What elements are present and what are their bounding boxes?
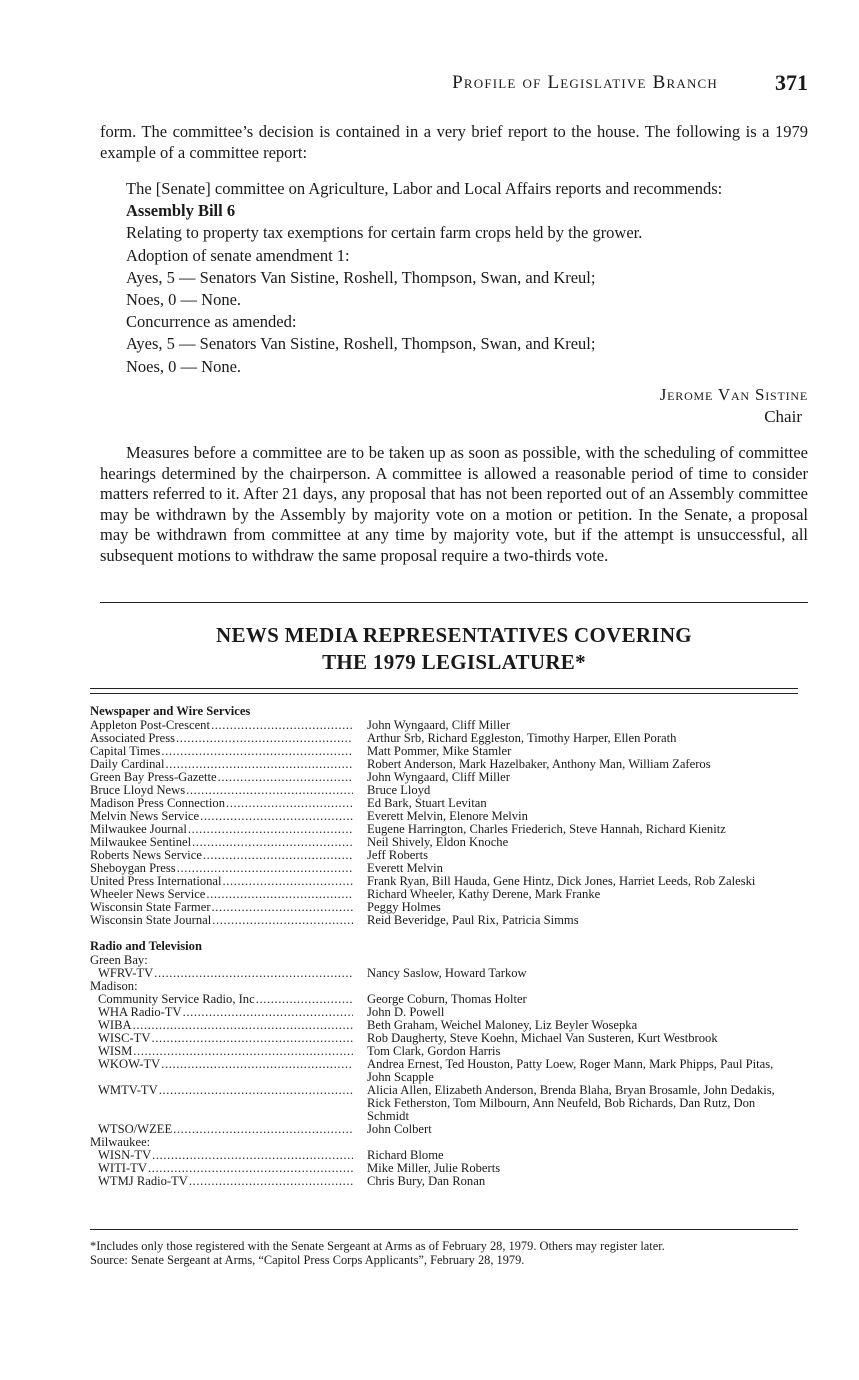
outlet-name: Appleton Post-Crescent (90, 719, 210, 732)
representatives: Peggy Holmes (367, 900, 441, 914)
dot-leader (172, 1123, 353, 1136)
footnote-source: Source: Senate Sergeant at Arms, “Capitol Press Corps Applicants”, February 28, 1979. (90, 1253, 525, 1267)
dot-leader (132, 1045, 353, 1058)
report-line: The [Senate] committee on Agriculture, Labor and Local Affairs reports and recommends: (126, 179, 723, 198)
dot-leader (255, 993, 353, 1006)
outlet-cell (90, 875, 353, 888)
section-divider (100, 602, 808, 603)
dot-leader (182, 1006, 353, 1019)
dot-leader (175, 732, 353, 745)
representatives: Jeff Roberts (367, 848, 428, 862)
representatives: George Coburn, Thomas Holter (367, 992, 527, 1006)
outlet-name: Associated Press (90, 732, 175, 745)
outlet-cell (90, 901, 353, 914)
outlet-cell (90, 1032, 353, 1045)
signature-title: Chair (764, 407, 802, 426)
outlet-name: Milwaukee Journal (90, 823, 187, 836)
outlet-name: Daily Cardinal (90, 758, 165, 771)
representatives: Mike Miller, Julie Roberts (367, 1161, 501, 1175)
representatives: Frank Ryan, Bill Hauda, Gene Hintz, Dick Jones, Harriet Leeds, Rob Zaleski (367, 874, 756, 888)
directory-row (90, 836, 800, 849)
outlet-name: Wisconsin State Journal (90, 914, 212, 927)
representatives: Nancy Saslow, Howard Tarkow (367, 966, 527, 980)
dot-leader (211, 901, 353, 914)
spacer (90, 927, 800, 938)
representatives: Richard Blome (367, 1148, 444, 1162)
dot-leader (153, 967, 353, 980)
page-number: 371 (775, 70, 808, 95)
outlet-name: Community Service Radio, Inc (98, 993, 255, 1006)
representatives: Tom Clark, Gordon Harris (367, 1044, 501, 1058)
outlet-name: Madison Press Connection (90, 797, 226, 810)
directory-row (90, 849, 800, 862)
directory-row (90, 993, 800, 1006)
representatives: Robert Anderson, Mark Hazelbaker, Anthony Man, William Zaferos (367, 757, 711, 771)
directory-row (90, 1123, 800, 1136)
dot-leader (160, 745, 353, 758)
directory-row (90, 967, 800, 980)
report-bill-title: Assembly Bill 6 (126, 201, 236, 221)
outlet-name: Melvin News Service (90, 810, 200, 823)
representatives: John Wyngaard, Cliff Miller (367, 718, 510, 732)
dot-leader (187, 823, 353, 836)
representatives: Eugene Harrington, Charles Friederich, Steve Hannah, Richard Kienitz (367, 822, 726, 836)
report-line: Noes, 0 — None. (126, 290, 242, 310)
section-title-line: NEWS MEDIA REPRESENTATIVES COVERING (216, 623, 692, 647)
footnote-rule (90, 1229, 798, 1230)
dot-leader (147, 1162, 353, 1175)
city-heading: Milwaukee: (90, 1135, 151, 1149)
dot-leader (188, 1175, 353, 1188)
representatives: Andrea Ernest, Ted Houston, Patty Loew, Roger Mann, Mark Phipps, Paul Pitas, John Scapple (367, 1057, 774, 1084)
dot-leader (199, 810, 353, 823)
representatives: John Wyngaard, Cliff Miller (367, 770, 510, 784)
report-line: Noes, 0 — None. (126, 356, 242, 376)
outlet-name: Wheeler News Service (90, 888, 206, 901)
outlet-name: WTSO/WZEE (98, 1123, 173, 1136)
directory-row (90, 771, 800, 784)
outlet-cell (90, 732, 353, 745)
city-heading: Green Bay: (90, 953, 148, 967)
directory-row (90, 1175, 800, 1188)
outlet-name: Capital Times (90, 745, 161, 758)
outlet-name: WHA Radio-TV (98, 1006, 182, 1019)
representatives: Rob Daugherty, Steve Koehn, Michael Van Susteren, Kurt Westbrook (367, 1031, 718, 1045)
outlet-cell (90, 1084, 353, 1097)
directory-row (90, 1058, 800, 1084)
radio-tv-heading: Radio and Television (90, 939, 202, 953)
radio-tv-list (90, 954, 800, 1188)
outlet-cell (90, 888, 353, 901)
report-line: Relating to property tax exemptions for certain farm crops held by the grower. (126, 223, 643, 243)
outlet-cell (90, 823, 353, 836)
outlet-cell (90, 849, 353, 862)
outlet-name: Sheboygan Press (90, 862, 176, 875)
city-heading: Madison: (90, 979, 138, 993)
dot-leader (191, 836, 353, 849)
directory-row (90, 914, 800, 927)
outlet-cell (90, 810, 353, 823)
representatives: Everett Melvin (367, 861, 443, 875)
outlet-cell (90, 745, 353, 758)
directory-row (90, 1084, 800, 1123)
outlet-cell (90, 1058, 353, 1071)
dot-leader (150, 1032, 353, 1045)
dot-leader (158, 1084, 353, 1097)
outlet-name: Wisconsin State Farmer (90, 901, 211, 914)
dot-leader (176, 862, 353, 875)
section-title (100, 622, 808, 676)
representatives: Chris Bury, Dan Ronan (367, 1174, 486, 1188)
outlet-cell (90, 1162, 353, 1175)
outlet-name: United Press International (90, 875, 222, 888)
representatives: Bruce Lloyd (367, 783, 431, 797)
outlet-name: WTMJ Radio-TV (98, 1175, 188, 1188)
dot-leader (202, 849, 353, 862)
outlet-name: Roberts News Service (90, 849, 202, 862)
report-signature (660, 384, 808, 428)
running-title: Profile of Legislative Branch (452, 72, 718, 93)
outlet-name: WITI-TV (98, 1162, 147, 1175)
section-title-line: THE 1979 LEGISLATURE* (322, 650, 586, 674)
newspaper-heading: Newspaper and Wire Services (90, 704, 251, 718)
outlet-cell (90, 1149, 353, 1162)
outlet-name: WFRV-TV (98, 967, 154, 980)
representatives: Beth Graham, Weichel Maloney, Liz Beyler Wosepka (367, 1018, 638, 1032)
table-top-rule (90, 693, 798, 694)
outlet-name: Milwaukee Sentinel (90, 836, 192, 849)
running-header (100, 70, 808, 100)
dot-leader (160, 1058, 353, 1071)
footnote-note: *Includes only those registered with the Senate Sergeant at Arms as of February 28, 1979. Others may register later. (90, 1239, 665, 1253)
dot-leader (222, 875, 353, 888)
outlet-cell (90, 862, 353, 875)
outlet-cell (90, 758, 353, 771)
outlet-cell (90, 719, 353, 732)
representatives: Reid Beveridge, Paul Rix, Patricia Simms (367, 913, 579, 927)
dot-leader (211, 914, 353, 927)
outlet-cell (90, 771, 353, 784)
representatives: Ed Bark, Stuart Levitan (367, 796, 487, 810)
representatives: Richard Wheeler, Kathy Derene, Mark Franke (367, 887, 601, 901)
representatives: Arthur Srb, Richard Eggleston, Timothy Harper, Ellen Porath (367, 731, 677, 745)
intro-paragraph: form. The committee’s decision is contained in a very brief report to the house. The following is a 1979 example of a committee report: (100, 122, 808, 162)
dot-leader (225, 797, 353, 810)
outlet-cell (90, 993, 353, 1006)
media-directory (90, 703, 800, 1188)
outlet-name: WISC-TV (98, 1032, 151, 1045)
outlet-name: Green Bay Press-Gazette (90, 771, 217, 784)
outlet-name: WMTV-TV (98, 1084, 158, 1097)
dot-leader (210, 719, 353, 732)
outlet-cell (90, 1045, 353, 1058)
outlet-cell (90, 914, 353, 927)
outlet-cell (90, 797, 353, 810)
outlet-cell (90, 1019, 353, 1032)
representatives: Alicia Allen, Elizabeth Anderson, Brenda Blaha, Bryan Brosamle, John Dedakis, Rick Fetherston, Tom Milbourn, Ann Neufeld, Bob Richards, Dan Rutz, Don Schmidt (367, 1083, 775, 1123)
outlet-name: WIBA (98, 1019, 132, 1032)
directory-row (90, 888, 800, 901)
dot-leader (132, 1019, 353, 1032)
outlet-cell (90, 836, 353, 849)
representatives: John Colbert (367, 1122, 432, 1136)
signature-name: Jerome Van Sistine (659, 385, 808, 404)
representatives: Everett Melvin, Elenore Melvin (367, 809, 528, 823)
outlet-cell (90, 1006, 353, 1019)
report-line: Ayes, 5 — Senators Van Sistine, Roshell, Thompson, Swan, and Kreul; (126, 267, 596, 287)
report-line: Ayes, 5 — Senators Van Sistine, Roshell, Thompson, Swan, and Kreul; (126, 334, 596, 354)
representatives: John D. Powell (367, 1005, 445, 1019)
representatives: Neil Shively, Eldon Knoche (367, 835, 509, 849)
outlet-cell (90, 1175, 353, 1188)
outlet-name: Bruce Lloyd News (90, 784, 186, 797)
dot-leader (217, 771, 353, 784)
outlet-name: WISN-TV (98, 1149, 152, 1162)
outlet-name: WKOW-TV (98, 1058, 161, 1071)
newspaper-list (90, 719, 800, 927)
table-top-rule (90, 688, 798, 689)
footnote (90, 1239, 800, 1267)
measures-paragraph: Measures before a committee are to be taken up as soon as possible, with the scheduling of committee hearings determined by the chairperson. A committee is allowed a reasonable period of time to consider matters referred to it. After 21 days, any proposal that has not been reported out of an Assembly committee may be withdrawn by the Assembly by majority vote on a motion or petition. In the Senate, a proposal may be withdrawn from committee at any time by majority vote, but if the attempt is unsuccessful, all subsequent motions to withdraw the same proposal require a two-thirds vote. (100, 443, 808, 565)
outlet-cell (90, 784, 353, 797)
report-line: Adoption of senate amendment 1: (126, 245, 350, 265)
committee-report (126, 178, 808, 378)
dot-leader (151, 1149, 353, 1162)
dot-leader (205, 888, 353, 901)
representatives: Matt Pommer, Mike Stamler (367, 744, 512, 758)
dot-leader (165, 758, 354, 771)
outlet-name: WISM (98, 1045, 133, 1058)
report-line: Concurrence as amended: (126, 312, 297, 332)
dot-leader (185, 784, 353, 797)
